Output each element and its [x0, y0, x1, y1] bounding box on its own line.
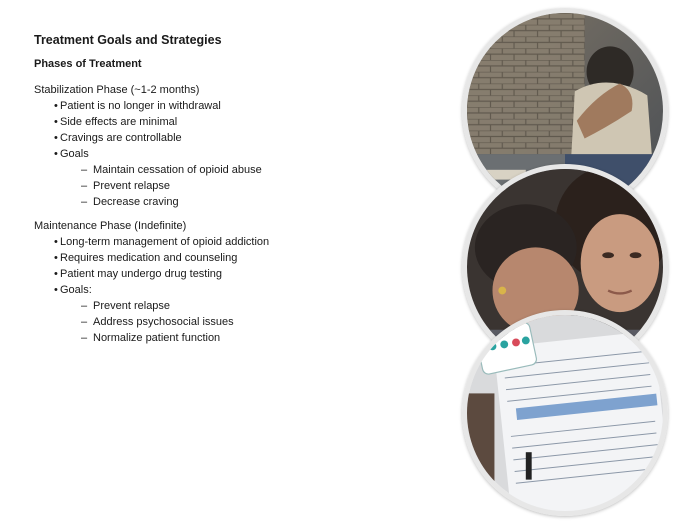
list-item: • Cravings are controllable: [34, 130, 434, 146]
goals-list: [60, 162, 434, 210]
list-item: • Goals – Maintain cessation of opioid abuse – Prevent relapse – Decrease craving: [34, 146, 434, 210]
stabilization-phase: [34, 82, 434, 210]
section-heading: Phases of Treatment: [34, 58, 142, 70]
list-item: • Requires medication and counseling: [34, 250, 434, 266]
list-item: • Patient may undergo drug testing: [34, 266, 434, 282]
goals-list: [60, 298, 434, 346]
goal-item: – Decrease craving: [60, 194, 434, 210]
list-item: • Long-term management of opioid addiction: [34, 234, 434, 250]
goal-item: – Prevent relapse: [60, 298, 434, 314]
treatment-outline: [34, 82, 434, 346]
list-item: • Goals: – Prevent relapse – Address psychosocial issues – Normalize patient function: [34, 282, 434, 346]
goal-item: – Prevent relapse: [60, 178, 434, 194]
photo-stack: [460, 8, 670, 516]
goal-item: – Address psychosocial issues: [60, 314, 434, 330]
phase-points: [34, 98, 434, 210]
phase-title: Stabilization Phase (~1-2 months): [34, 84, 200, 96]
slide-title: Treatment Goals and Strategies: [34, 33, 222, 47]
goal-item: – Maintain cessation of opioid abuse: [60, 162, 434, 178]
phase-points: [34, 234, 434, 346]
list-item: • Side effects are minimal: [34, 114, 434, 130]
maintenance-phase: [34, 218, 434, 346]
phase-title: Maintenance Phase (Indefinite): [34, 220, 187, 232]
goal-item: – Normalize patient function: [60, 330, 434, 346]
drug-test-form-photo: [462, 310, 668, 516]
list-item: • Patient is no longer in withdrawal: [34, 98, 434, 114]
